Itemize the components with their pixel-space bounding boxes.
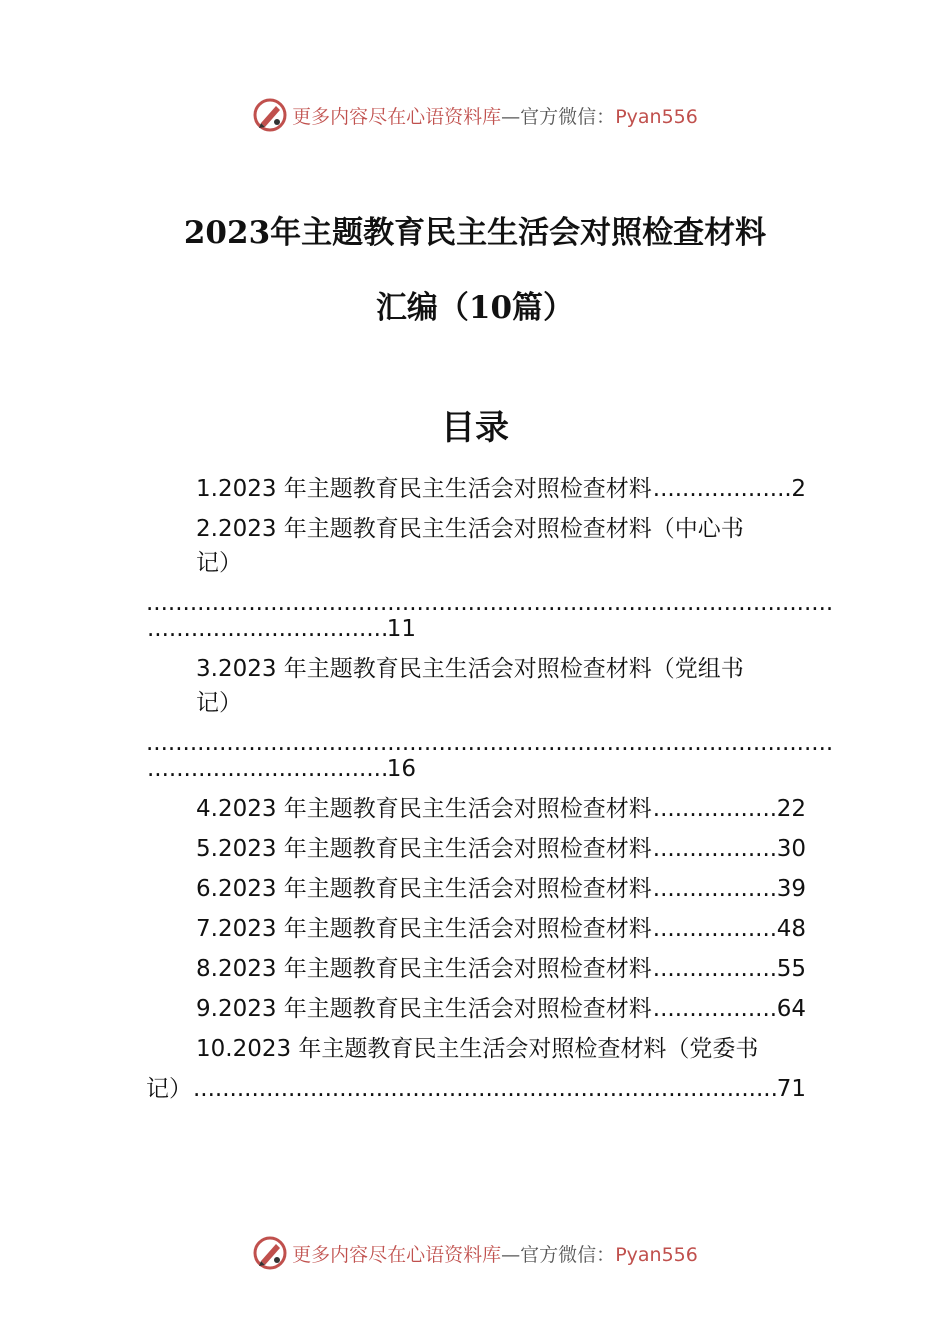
toc-entry-page: 22 [776, 796, 806, 822]
toc-entry-4[interactable] [196, 794, 806, 824]
toc-leader-dots [653, 954, 776, 984]
toc-entry-label: 6.2023 年主题教育民主生活会对照检查材料 [196, 876, 652, 902]
toc-leader-dots [653, 474, 791, 504]
watermark-slogan: 更多内容尽在心语资料库 [292, 1243, 502, 1266]
toc-entry-5[interactable] [196, 834, 806, 864]
toc-entry-label: 5.2023 年主题教育民主生活会对照检查材料 [196, 836, 652, 862]
watermark-slogan: 更多内容尽在心语资料库 [292, 105, 502, 128]
toc-entry-6[interactable] [196, 874, 806, 904]
watermark-wechat-id: Pyan556 [615, 105, 698, 128]
toc-entry-page: 71 [776, 1076, 806, 1102]
toc-entry-label: 8.2023 年主题教育民主生活会对照检查材料 [196, 956, 652, 982]
toc-entry-10-line-2[interactable] [146, 1074, 806, 1104]
toc-leader-dots [147, 754, 386, 784]
watermark-wechat-id: Pyan556 [615, 1243, 698, 1266]
pen-logo-icon [252, 1235, 288, 1271]
toc-entry-1[interactable] [196, 474, 806, 504]
footer-watermark [0, 1231, 950, 1275]
toc-entry-label: 1.2023 年主题教育民主生活会对照检查材料 [196, 476, 652, 502]
toc-entry-3-line-2[interactable]: 记） [196, 690, 242, 716]
toc-entry-page: 48 [776, 916, 806, 942]
toc-entry-page: 30 [776, 836, 806, 862]
toc-heading: 目录 [441, 408, 509, 448]
document-title-line-1: 2023年主题教育民主生活会对照检查材料 [183, 215, 767, 251]
toc-leader-dots [193, 1074, 776, 1104]
watermark-text [292, 1240, 698, 1267]
pen-logo-icon [252, 97, 288, 133]
toc-leader-dots [147, 614, 386, 644]
watermark-wechat-label: —官方微信： [501, 1243, 616, 1266]
toc-entry-page: 55 [776, 956, 806, 982]
toc-entry-label: 9.2023 年主题教育民主生活会对照检查材料 [196, 996, 652, 1022]
toc-entry-label: 4.2023 年主题教育民主生活会对照检查材料 [196, 796, 652, 822]
toc-leader-dots [653, 994, 776, 1024]
toc-entry-7[interactable] [196, 914, 806, 944]
toc-entry-2-page-row[interactable] [146, 614, 416, 644]
toc-leader-dots [653, 834, 776, 864]
toc-entry-label: 记） [146, 1076, 192, 1102]
toc-leader-dots [653, 914, 776, 944]
toc-entry-9[interactable] [196, 994, 806, 1024]
toc-entry-page: 16 [386, 756, 416, 782]
toc-entry-3-page-row[interactable] [146, 754, 416, 784]
header-watermark [0, 93, 950, 137]
toc-entry-page: 64 [776, 996, 806, 1022]
toc-entry-10-line-1[interactable]: 10.2023 年主题教育民主生活会对照检查材料（党委书 [196, 1036, 759, 1062]
toc-entry-8[interactable] [196, 954, 806, 984]
toc-entry-label: 7.2023 年主题教育民主生活会对照检查材料 [196, 916, 652, 942]
toc-entry-2-line-2[interactable]: 记） [196, 550, 242, 576]
toc-leader-dots [653, 874, 776, 904]
toc-entry-page: 2 [791, 476, 806, 502]
document-title-line-2: 汇编（10篇） [375, 290, 575, 326]
toc-entry-page: 39 [776, 876, 806, 902]
watermark-wechat-label: —官方微信： [501, 105, 616, 128]
toc-entry-2-line-1[interactable]: 2.2023 年主题教育民主生活会对照检查材料（中心书 [196, 516, 744, 542]
watermark-text [292, 102, 698, 129]
toc-entry-3-line-1[interactable]: 3.2023 年主题教育民主生活会对照检查材料（党组书 [196, 656, 744, 682]
toc-entry-page: 11 [386, 616, 416, 642]
toc-leader-dots [653, 794, 776, 824]
